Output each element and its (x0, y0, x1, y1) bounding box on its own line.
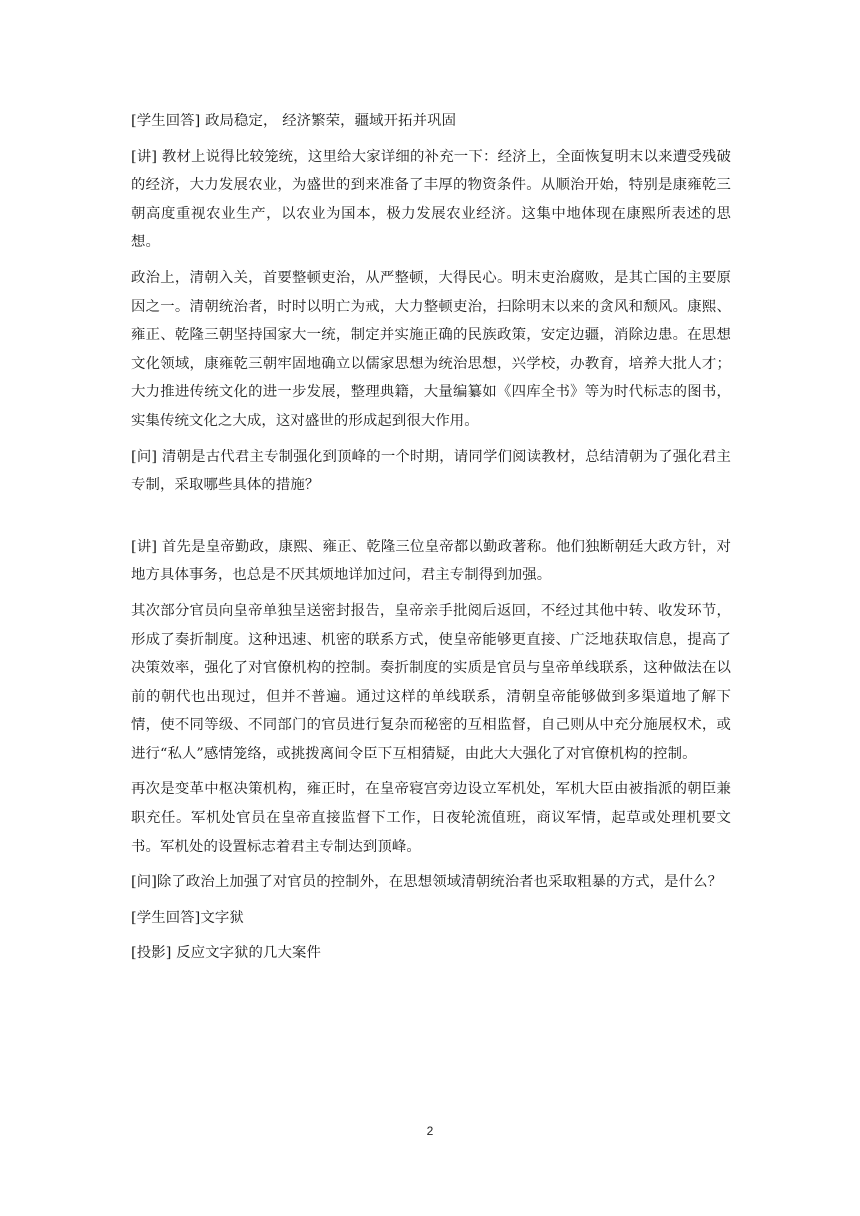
document-body (131, 107, 731, 975)
lecture-paragraph-economy: [讲] 教材上说得比较笼统，这里给大家详细的补充一下：经济上，全面恢复明末以来遭受残破的经济，大力发展农业，为盛世的到来准备了丰厚的物资条件。从顺治开始，特别是康雍乾三朝高度重视农业生产，以农业为国本，极力发展农业经济。这集中地体现在康熙所表述的思想。 (131, 148, 731, 251)
page-number: 2 (426, 1124, 434, 1138)
question-paragraph-autocracy: [问] 清朝是古代君主专制强化到顶峰的一个时期，请同学们阅读教材，总结清朝为了强化君主专制，采取哪些具体的措施？ (131, 448, 731, 494)
lecture-paragraph-memorials: 其次部分官员向皇帝单独呈送密封报告，皇帝亲手批阅后返回，不经过其他中转、收发环节，形成了奏折制度。这种迅速、机密的联系方式，使皇帝能够更直接、广泛地获取信息，提高了决策效率，强化了对官僚机构的控制。奏折制度的实质是官员与皇帝单线联系，这种做法在以前的朝代也出现过，但并不普遍。通过这样的单线联系，清朝皇帝能够做到多渠道地了解下情，使不同等级、不同部门的官员进行复杂而秘密的互相监督，自己则从中充分施展权术，或进行“私人”感情笼络，或挑拨离间令臣下互相猜疑，由此大大强化了对官僚机构的控制。 (131, 602, 731, 762)
lecture-paragraph-diligence: [讲] 首先是皇帝勤政，康熙、雍正、乾隆三位皇帝都以勤政著称。他们独断朝廷大政方针，对地方具体事务，也总是不厌其烦地详加过问，君主专制得到加强。 (131, 538, 731, 584)
lecture-paragraph-grand-council: 再次是变革中枢决策机构，雍正时，在皇帝寝宫旁边设立军机处，军机大臣由被指派的朝臣兼职充任。军机处官员在皇帝直接监督下工作，日夜轮流值班，商议军情，起草或处理机要文书。军机处的设置标志着君主专制达到顶峰。 (131, 781, 731, 855)
blank-line (131, 507, 731, 533)
student-answer-literary-inquisition: [学生回答]文字狱 (131, 909, 244, 926)
projection-paragraph: [投影] 反应文字狱的几大案件 (131, 945, 321, 962)
lecture-paragraph-politics: 政治上，清朝入关，首要整顿吏治，从严整顿，大得民心。明末吏治腐败，是其亡国的主要原因之一。清朝统治者，时时以明亡为戒，大力整顿吏治，扫除明末以来的贪风和颓风。康熙、雍正、乾隆三朝坚持国家大一统，制定并实施正确的民族政策，安定边疆，消除边患。在思想文化领域，康雍乾三朝牢固地确立以儒家思想为统治思想，兴学校，办教育，培养大批人才；大力推进传统文化的进一步发展，整理典籍，大量编纂如《四库全书》等为时代标志的图书，实集传统文化之大成，这对盛世的形成起到很大作用。 (131, 269, 731, 429)
student-answer-paragraph: [学生回答] 政局稳定， 经济繁荣，疆域开拓并巩固 (131, 113, 457, 129)
question-paragraph-thought: [问]除了政治上加强了对官员的控制外，在思想领域清朝统治者也采取粗暴的方式，是什么？ (131, 874, 723, 891)
